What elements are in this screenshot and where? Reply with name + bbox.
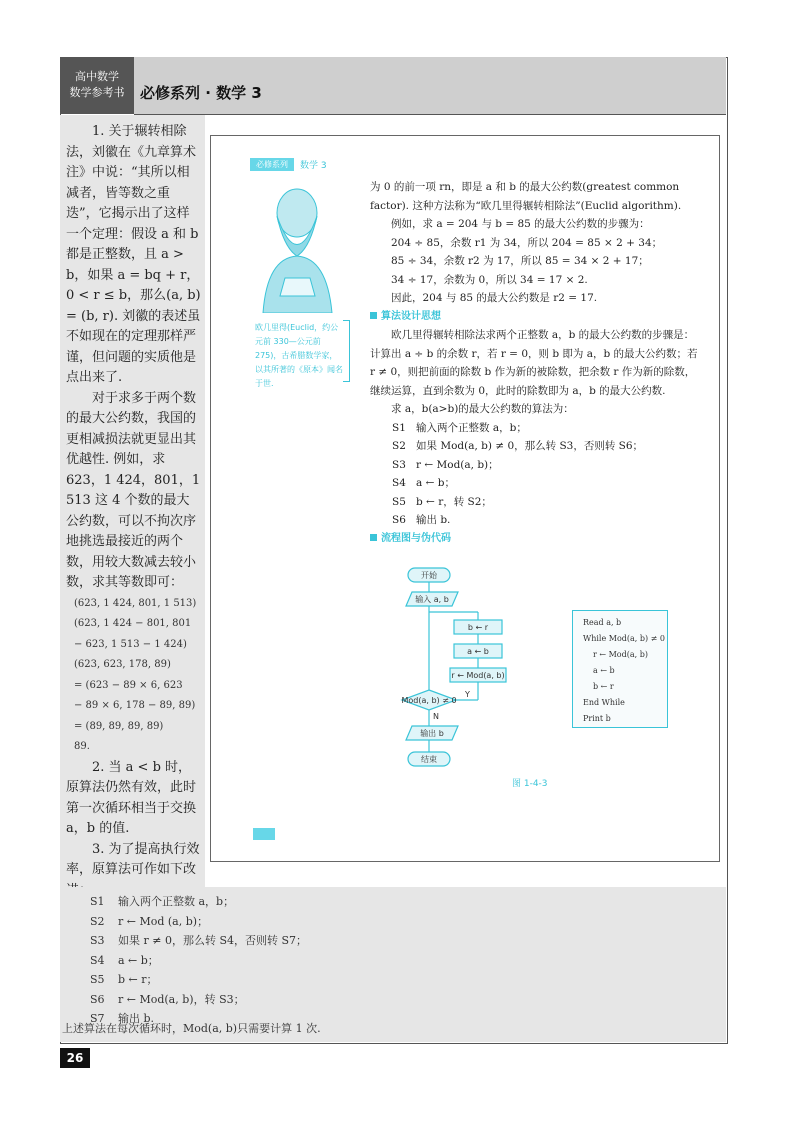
formula-line: (623, 1 424, 801, 1 513) [74, 597, 197, 609]
flow-input-label: 输入 a, b [415, 595, 449, 604]
paragraph: 求 a，b(a>b)的最大公约数的算法为： [391, 403, 574, 415]
formula-line: (623, 1 424 − 801, 801 [74, 618, 192, 629]
textbook-subject: 数学 3 [300, 161, 327, 171]
code-line: r ← Mod(a, b) [593, 650, 648, 659]
code-line: Print b [583, 714, 611, 723]
improved-algorithm [90, 892, 307, 1029]
section-heading: 算法设计思想 [370, 308, 700, 327]
paragraph: 为 0 的前一项 rn，即是 a 和 b 的最大公约数(greatest common factor). 这种方法称为“欧几里得辗转相除法”(Euclid algorithm). [370, 181, 682, 212]
flow-r-mod-label: r ← Mod(a, b) [451, 671, 505, 680]
series-line-1: 高中数学 [75, 70, 119, 83]
algorithm-steps [370, 419, 700, 530]
flow-end-label: 结束 [421, 755, 437, 764]
algo-step: S5 b ← r，转 S2； [392, 495, 492, 508]
algo-step: S6 r ← Mod(a, b)，转 S3； [90, 992, 245, 1006]
side-formula [66, 594, 201, 758]
flow-output-label: 输出 b [420, 729, 444, 738]
algo-step: S3 如果 r ≠ 0，那么转 S4，否则转 S7； [90, 934, 308, 947]
flow-condition-label: Mod(a, b) ≠ 0 [401, 696, 457, 705]
formula-line: = (89, 89, 89, 89) [74, 720, 164, 732]
section-square-icon [370, 312, 377, 319]
series-label [60, 57, 134, 114]
section-square-icon [370, 534, 377, 541]
formula-line: (623, 623, 178, 89) [74, 659, 171, 670]
algo-step: S4 a ← b； [392, 477, 455, 489]
paragraph: 因此，204 与 85 的最大公约数是 r2 = 17. [391, 292, 598, 304]
flow-yes-label: Y [465, 690, 470, 699]
algo-step: S1 输入两个正整数 a，b； [90, 895, 235, 908]
pseudocode-box [572, 610, 668, 728]
side-note-3: 2. 当 a < b 时，原算法仍然有效，此时第一次循环相当于交换 a，b 的值. [66, 759, 197, 836]
side-note-1: 1. 关于辗转相除法，刘徽在《九章算术注》中说：“其所以相减者，皆等数之重迭”，它揭示出了这样一个定理：假设 a 和 b 都是正整数，且 a > b，如果 a = bq + r，0 < r ≤ b，那么(a, b) = (b, r). 刘徽的表述虽不如现在的定理那样严谨，但问题的实质他是点出来了. [66, 124, 201, 385]
section-heading: 流程图与伪代码 [370, 530, 700, 549]
paragraph: 例如，求 a = 204 与 b = 85 的最大公约数的步骤为： [391, 218, 650, 230]
code-line: a ← b [593, 666, 615, 675]
series-line-2: 数学参考书 [69, 86, 125, 99]
algo-step: S6 输出 b. [392, 514, 451, 526]
code-line: Read a, b [583, 618, 622, 627]
textbook-body [370, 178, 700, 548]
side-note-4: 3. 为了提高执行效率，原算法可作如下改 [66, 841, 200, 877]
textbook-series-tag: 必修系列 [250, 158, 294, 171]
code-line: While Mod(a, b) ≠ 0 [583, 634, 665, 643]
page-title: 必修系列 · 数学 3 [140, 84, 262, 102]
figure-label: 图 1-4-3 [512, 779, 548, 789]
code-line: End While [583, 698, 625, 707]
euclid-portrait-image [255, 178, 340, 313]
bottom-note: 上述算法在每次循环时，Mod(a, b)只需要计算 1 次. [62, 1022, 321, 1035]
calc-line: 85 ÷ 34，余数 r2 为 17，所以 85 = 34 × 2 + 17； [391, 255, 649, 267]
side-note-2: 对于求多于两个数的最大公约数，我国的更相减损法就更显出其优越性. 例如，求 623，1 424，801，1 513 这 4 个数的最大公约数，可以不拘次序地挑选最接近的两个数，用较大数减去较小数，求其等数即可： [66, 390, 201, 590]
formula-line: = (623 − 89 × 6, 623 [74, 679, 183, 691]
side-notes [66, 122, 201, 901]
algo-step: S2 r ← Mod (a, b)； [90, 914, 209, 928]
portrait-caption: 欧几里得(Euclid，约公元前 330—公元前 275)，古希腊数学家，以其所著的《原本》闻名于世. [255, 323, 343, 388]
algo-step: S7 输出 b. [90, 1012, 155, 1025]
algo-step: S4 a ← b； [90, 953, 159, 967]
flow-a-b-label: a ← b [467, 647, 489, 656]
flow-b-r-label: b ← r [467, 623, 489, 632]
page-number: 26 [60, 1048, 90, 1068]
formula-line: − 623, 1 513 − 1 424) [74, 638, 187, 650]
paragraph: 欧几里得辗转相除法求两个正整数 a，b 的最大公约数的步骤是：计算出 a ÷ b 的余数 r，若 r = 0，则 b 即为 a，b 的最大公约数；若 r ≠ 0，则把前面的除数 b 作为新的被除数，把余数 r 作为新的除数，继续运算，直到余数为 0，此时的除数即为 a，b 的最大公约数. [370, 329, 698, 397]
algo-step: S3 r ← Mod(a, b)； [392, 458, 499, 471]
algo-step: S1 输入两个正整数 a，b； [392, 421, 527, 434]
formula-line: 89. [74, 741, 90, 752]
formula-line: − 89 × 6, 178 − 89, 89) [74, 700, 196, 711]
code-line: b ← r [593, 682, 614, 691]
calc-line: 204 ÷ 85，余数 r1 为 34，所以 204 = 85 × 2 + 34； [391, 236, 663, 249]
algo-step: S2 如果 Mod(a, b) ≠ 0，那么转 S3，否则转 S6； [392, 440, 644, 452]
flowchart [390, 560, 550, 775]
flow-no-label: N [433, 712, 439, 721]
calc-line: 34 ÷ 17，余数为 0，所以 34 = 17 × 2. [391, 273, 588, 286]
flow-start-label: 开始 [421, 571, 437, 580]
page-marker [253, 828, 275, 840]
caption-bracket [343, 320, 350, 382]
algo-step: S5 b ← r； [90, 973, 158, 986]
